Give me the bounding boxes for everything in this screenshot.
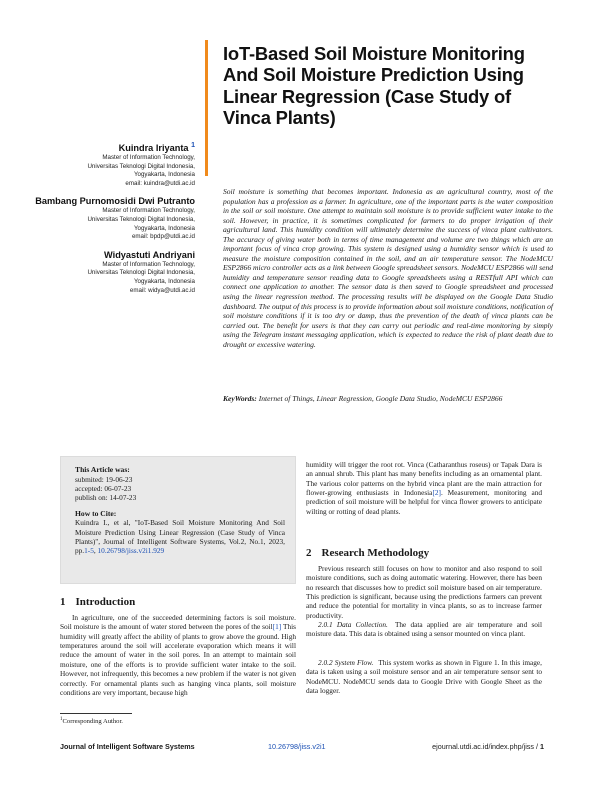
- citation-pages-link[interactable]: 1-5: [84, 545, 94, 555]
- footnote-divider: [60, 713, 132, 714]
- submitted-date: submited: 19-06-23: [75, 474, 133, 484]
- author-superscript: 1: [191, 142, 195, 149]
- author-email: email: kuindra@utdi.ac.id: [125, 179, 195, 187]
- article-info-box: [60, 456, 296, 584]
- author-location: Yogyakarta, Indonesia: [133, 278, 195, 285]
- article-info-heading: This Article was:: [75, 465, 130, 474]
- author-affiliation: Universitas Teknologi Digital Indonesia,: [87, 269, 195, 277]
- page-number: 1: [540, 742, 544, 751]
- footer-doi-link[interactable]: 10.26798/jiss.v2i1: [268, 742, 326, 751]
- author-name: Widyastuti Andriyani: [104, 249, 195, 260]
- introduction-continued: humidity will trigger the root rot. Vinca (Catharanthus roseus) or Tapak Dara is an annual shrub. This plant has many benefits including as an ornamental plant. The various color patterns on the hybrid vinca plant are the main attraction for flower-growing enthusiasts in Indonesia[2]. Measurement, monitoring and prediction of soil moisture will be helpful for vinca flower growers to anticipate wilting or rotting of dead plants.: [306, 460, 542, 516]
- abstract: Soil moisture is something that becomes important. Indonesia as an agricultural country, most of the population has a profession as a farmer. In agriculture, one of the important parts is the water composition in the soil or soil moisture. One attempt to maintain soil moisture is to provide sufficient water intake to the soil. However, in practice, it is sometimes complicated for farmers to do proper irrigation of their agricultural land. This humidity condition will ultimately determine the success of vinca plant cultivators. The accuracy of giving water both in terms of time management and volume are two things which are an important focus of vinca crop growing. This system is designed using a humidity sensor which is used to measure the moisture composition contained in the soil, and an air temperature sensor. The NodeMCU ESP2866 micro controller acts as a link between Google spreadsheet sensors. NodeMCU ESP2866 will send humidity and temperature sensor reading data to Google spreadsheets using a RESTfull API which can connect one application to another. The sensor data is then saved to Google spreadsheet and processed using the linear regression method. The processing results will be displayed on the Google Data Studio dashboard. The output of this process is to provide information about soil moisture conditions, notification of soil moisture conditions if it is too dry or damp, thus the prevention of the death of vinca plants can be carried out. The benefit for users is that they can carry out periodic and real-time monitoring by simply using the Telegram instant messaging application, which is expected to reduce the risk of plant death due to drought or excessive watering.: [223, 187, 553, 349]
- author-affiliation: Master of Information Technology,: [102, 260, 195, 268]
- section-heading-introduction: 1 Introduction: [60, 596, 136, 608]
- section-heading-methodology: 2 Research Methodology: [306, 547, 430, 559]
- title-accent-bar: [205, 40, 208, 176]
- footnote: $^1$Corresponding Author.: [60, 717, 123, 726]
- footer-url: ejournal.utdi.ac.id/index.php/jiss / 1: [432, 742, 544, 751]
- author-name: Bambang Purnomosidi Dwi Putranto: [35, 196, 195, 207]
- author-email: email: bpdp@utdi.ac.id: [131, 233, 195, 241]
- author-affiliation: Master of Information Technology,: [102, 207, 195, 215]
- methodology-paragraph: Previous research still focuses on how to monitor and also respond to soil moisture conditions, such as doing automatic watering. However, there has been no research that discusses how to predict soil moisture based on air temperature. This prediction is significant, because using the predictions farmers can prevent and reduce the potential for mortality in vinca plants, so as to increase farmer productivity.: [306, 564, 542, 620]
- cite-heading: How to Cite:: [75, 508, 117, 518]
- keywords-list: Internet of Things, Linear Regression, Google Data Studio, NodeMCU ESP2866: [258, 394, 503, 403]
- citation-doi-link[interactable]: 10.26798/jiss.v2i1.929: [97, 545, 165, 555]
- page-footer: [60, 741, 544, 753]
- author-1: [30, 140, 195, 188]
- reference-link[interactable]: [1]: [272, 622, 282, 632]
- reference-link[interactable]: [2]: [432, 488, 441, 498]
- author-name: Kuindra Iriyanta $^1$: [118, 142, 195, 154]
- author-email: email: widya@utdi.ac.id: [129, 286, 195, 294]
- author-block: [30, 140, 195, 303]
- subsection-heading: 2.0.2 System Flow.: [318, 658, 374, 667]
- paper-title: IoT-Based Soil Moisture Monitoring And Soil Moisture Prediction Using Linear Regression (Case Study of Vinca Plants): [223, 43, 525, 128]
- author-location: Yogyakarta, Indonesia: [133, 224, 195, 232]
- system-flow-paragraph: 2.0.2 System Flow. This system works as shown in Figure 1. In this image, data is taken using a soil moisture sensor and an air temperature sensor sent to NodeMCU. NodeMCU sends data to Google Drive with Google Sheet as the data logger.: [306, 658, 542, 696]
- author-location: Yogyakarta, Indonesia: [133, 171, 195, 179]
- author-3: [30, 250, 195, 295]
- published-date: publish on: 14-07-23: [75, 492, 137, 502]
- keywords-label: KeyWords:: [223, 394, 257, 403]
- author-2: [30, 196, 195, 241]
- citation: Kuindra I., et al, "IoT-Based Soil Moisture Monitoring And Soil Moisture Prediction Using Linear Regression (Case Study of Vinca Plants)", Journal of Intelligent Software Systems, Vol.2, No.1, 2023, pp.1-5, 10.26798/jiss.v2i1.929: [75, 518, 285, 555]
- accepted-date: accepted: 06-07-23: [75, 483, 132, 493]
- author-affiliation: Master of Information Technology,: [102, 154, 195, 162]
- author-affiliation: Universitas Teknologi Digital Indonesia,: [87, 216, 195, 224]
- data-collection-paragraph: 2.0.1 Data Collection. The data applied are air temperature and soil moisture data. This data is obtained using a sensor mounted on vinca plant.: [306, 620, 542, 639]
- footer-journal-name: Journal of Intelligent Software Systems: [60, 742, 195, 751]
- keywords: [223, 394, 553, 404]
- introduction-paragraph: In agriculture, one of the succeeded determining factors is soil moisture. Soil moisture is the amount of water stored between the pores of the soil[1] This humidity will greatly affect the ability of plants to grow above the ground. High temperatures around the soil will accelerate evaporation which means it will reduce the amount of water in the soil pores. In an attempt to maintain soil moisture, one of the efforts is to provide sufficient water intake to the soil. However, not infrequently, this becomes a new problem if the water is not given correctly. For ornamental plants such as hanging vinca plants, soil moisture conditions are very important, because high: [60, 613, 296, 697]
- author-affiliation: Universitas Teknologi Digital Indonesia,: [87, 162, 195, 170]
- subsection-heading: 2.0.1 Data Collection.: [318, 620, 388, 629]
